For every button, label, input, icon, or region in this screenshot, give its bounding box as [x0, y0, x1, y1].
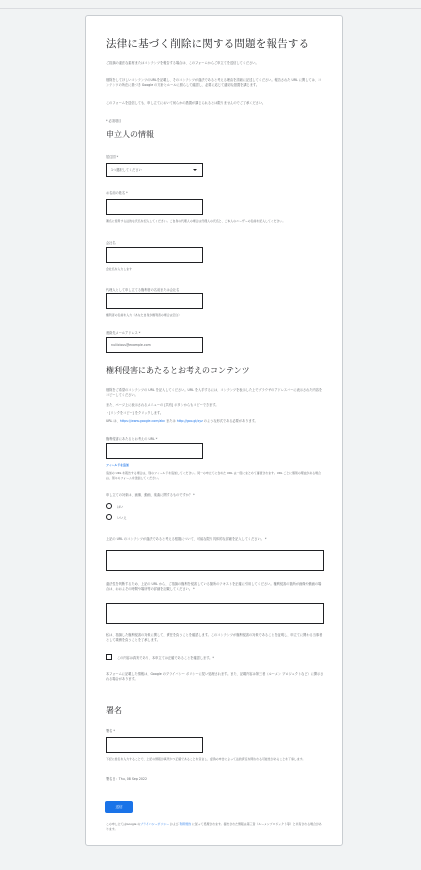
- radio-no[interactable]: [106, 514, 112, 520]
- add-field-link[interactable]: フィールドを追加: [106, 463, 129, 467]
- name-label: お名前の姓名 *: [106, 191, 128, 195]
- footer-note-suffix: に従って処理されます。提出された情報は第三者（ルーメンプロジェクト等）と共有される場合があります。: [106, 822, 322, 831]
- represented-owner-hint: 権利者の名前を入力（あなた自身が権利者の場合は空白）: [106, 313, 182, 317]
- explain-textarea[interactable]: [106, 550, 324, 571]
- closing-note: 本フォームに記載した情報は、Google のプライバシー ポリシーに従い処理されます。また、記載内容は第三者（ルーメン プロジェクトなど）に開示される場合があります。: [106, 672, 324, 681]
- email-input[interactable]: [106, 337, 203, 353]
- content-instruction-1: 削除をご希望のコンテンツの URL を記入してください。URL を入手するには、コンテンツを表示した上でブラウザのアドレスバーに表示された内容をコピーしてください。: [106, 388, 323, 397]
- footer-note-prefix: この申し立てはGoogle の: [106, 822, 141, 826]
- country-select-value: 1つ選択してください: [111, 168, 142, 172]
- required-note: * 必須項目: [106, 119, 122, 123]
- chevron-down-icon: [193, 169, 197, 171]
- content-instruction-3: ・[リンクをコピー] をクリックします。: [106, 411, 164, 415]
- url-format-note: [106, 419, 324, 424]
- intro-paragraph-3: このフォームを送信しても、申し立てにおいて何らかの措置が講じられるとは限りませんのでご了承ください。: [106, 101, 266, 105]
- section-heading-signature: 署名: [106, 706, 122, 715]
- url-example-link-1[interactable]: https://www.google.com/abc: [119, 419, 166, 423]
- country-select[interactable]: [106, 163, 203, 177]
- footer-note-mid: および: [169, 822, 180, 826]
- page-title: 法律に基づく削除に関する問題を報告する: [106, 38, 310, 50]
- section-heading-claimant: 申立人の情報: [106, 130, 154, 139]
- explain-question: 上記の URL のコンテンツが違法であると考える根拠について、可能な限り具体的な詳細を記入してください。 *: [106, 537, 267, 541]
- checkbox-note: 私は、指摘した権利侵害の対象に関して、責任を負うことを確認します。このコンテンツが権利侵害の対象であることを証明し、申立てに関わる当事者として義務を負うことを了承します。: [106, 633, 323, 642]
- quote-textarea[interactable]: [106, 603, 324, 624]
- url-format-mid: または: [165, 419, 177, 423]
- name-input[interactable]: [106, 199, 203, 215]
- email-input-value: nuliicious@example.com: [111, 343, 151, 347]
- company-input[interactable]: [106, 247, 203, 263]
- country-label: 居住国 *: [106, 155, 119, 159]
- intro-paragraph-1: ご指摘の違法な素材またはコンテンツを報告する場合は、このフォームからご申立てを送信してください。: [106, 61, 259, 65]
- email-label: 連絡先メールアドレス *: [106, 331, 141, 335]
- report-form-card: [85, 15, 343, 846]
- radio-yes-label: はい: [117, 505, 124, 509]
- signature-input[interactable]: [106, 737, 203, 753]
- confirm-checkbox[interactable]: [106, 654, 112, 660]
- privacy-policy-link[interactable]: プライバシーポリシー: [140, 822, 170, 826]
- add-field-hint: 追加の URL を報告する場合は、別のフィールドを追加してください。同一の申立てに含めた URL は一度にまとめて審査されます。URL ごとに個別の理由がある場合は、別々のフォームを送信してください。: [106, 471, 321, 480]
- terms-link[interactable]: 利用規約: [179, 822, 192, 826]
- top-divider: [0, 8, 421, 9]
- infringing-url-input[interactable]: [106, 443, 203, 459]
- submit-button[interactable]: 送信: [105, 801, 133, 813]
- signature-date-value: Thu, 08 Sep 2022: [118, 777, 147, 781]
- content-instruction-2: また、ページ上に表示されるメニューの [共有] ボタンからもコピーできます。: [106, 403, 219, 407]
- company-label: 会社名: [106, 241, 116, 245]
- signature-date: [106, 776, 147, 781]
- radio-no-label: いいえ: [117, 516, 127, 520]
- signature-hint: 下記に姓名を入力することで、上記の情報が真実かつ正確であることを宣言し、虚偽の申告によって法的責任を問われる可能性があることを了承します。: [106, 757, 306, 761]
- intro-paragraph-2: 削除をしてほしいコンテンツのURLを記載し、そのコンテンツが違法であると考える理由を詳細に記述してください。報告された URL に関しては、コンテンツの所在に基づき Google の方針とルールに照らして確認し、必要に応じて適切な措置を講じます。: [106, 78, 322, 87]
- media-question: 申し立ての対象は、画像、動画、楽曲に関するものですか？ *: [106, 493, 195, 497]
- url-format-suffix: のような形式である必要があります。: [202, 419, 258, 423]
- name-hint: 署名に使用する法的な氏名を記入してください。ご自身の代理人の場合は代理人の氏名と、ご本人のユーザーの名前を記入してください。: [106, 219, 286, 223]
- company-hint: 会社名を入力します: [106, 267, 133, 271]
- url-format-prefix: URL は、: [106, 419, 120, 423]
- radio-yes[interactable]: [106, 503, 112, 509]
- url-example-link-2[interactable]: http://goo.gl/xyz: [176, 419, 203, 423]
- signature-date-prefix: 署名日：: [106, 777, 119, 781]
- confirm-checkbox-label: この内容は真実であり、本申立ては正確であることを確認します。*: [117, 656, 214, 660]
- represented-owner-input[interactable]: [106, 293, 203, 309]
- quote-question: 違法性を判断するため、上記の URL から、ご指摘の権利を侵害している箇所のテキストを正確に引用してください。権利侵害の箇所が画像や動画の場合は、おおよその時間や場所等の詳細を記載してください。 *: [106, 582, 322, 591]
- section-heading-content: 権利侵害にあたるとお考えのコンテンツ: [106, 366, 250, 375]
- infringing-url-label: 権利侵害にあたるとお考えの URL *: [106, 437, 158, 441]
- signature-label: 署名 *: [106, 729, 115, 733]
- represented-owner-label: 代理人として申し立てる権利者の名前または会社名: [106, 288, 180, 292]
- footer-note: [106, 822, 324, 831]
